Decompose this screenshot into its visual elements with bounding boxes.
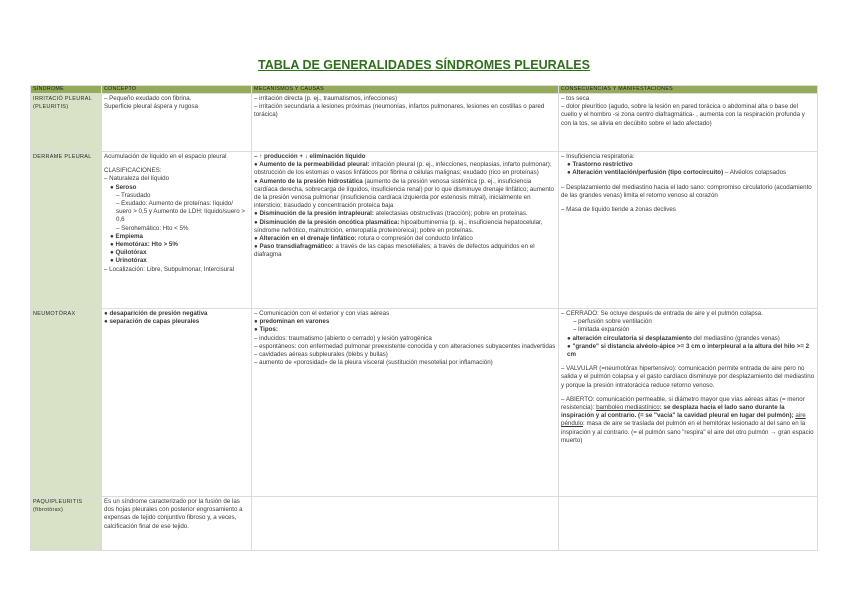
text-line: – Insuficiencia respiratoria: bbox=[561, 153, 635, 160]
text-line: – aumento de «porosidad» de la pleura visceral (sustitución mesotelial por inflamación) bbox=[254, 359, 493, 367]
table-row bbox=[31, 309, 818, 497]
text-line: – inducidos: traumatismo (abierto o cerrado) y lesión yatrogénica bbox=[254, 334, 432, 342]
text-line: – Trasudado bbox=[116, 191, 151, 199]
concepto-cell bbox=[102, 497, 252, 551]
table-row bbox=[31, 152, 818, 309]
syndrome-name: NEUMOTÓRAX bbox=[31, 309, 102, 497]
concepto-cell bbox=[102, 152, 252, 309]
page-title: TABLA DE GENERALIDADES SÍNDROMES PLEURALES bbox=[258, 58, 590, 72]
text-line: ● alteración circulatoria si desplazamiento del mediastino (grandes venas) bbox=[567, 334, 780, 342]
header-sindrome: SÍNDROME bbox=[31, 86, 102, 94]
table-row bbox=[31, 94, 818, 152]
header-concepto: CONCEPTO bbox=[102, 86, 252, 94]
text-line: ● Trastorno restrictivo bbox=[567, 161, 633, 169]
text-line: ● Seroso bbox=[110, 183, 137, 191]
text-line: – Comunicación con el exterior y con vías aéreas bbox=[254, 310, 390, 317]
text-line: – perfusión sobre ventilación bbox=[573, 318, 652, 326]
text-line: – VALVULAR (=neumotórax hipertensivo): comunicación permite entrada de aire pero no salida y el pulmón colapsa y el gasto cardíaco disminuye por desplazamiento del mediastino y porque la presión intratorácica reduce retorno venoso. bbox=[561, 365, 815, 389]
text-line: Superficie pleural áspera y rugosa bbox=[104, 103, 198, 111]
text-line: – irritación secundaria a lesiones próximas (neumonías, infartos pulmonares, lesiones en costillas o pared torácica) bbox=[254, 103, 545, 119]
text-line: – tos seca bbox=[561, 95, 590, 102]
consecuencias-cell bbox=[559, 497, 818, 551]
text-line: ● Alteración ventilación/perfusión (tipo cortocircuito) – Alvéolos colapsados bbox=[567, 169, 787, 177]
mecanismos-cell bbox=[252, 497, 559, 551]
text-line: ● Empiema bbox=[110, 232, 143, 240]
text-line: ● Urinotórax bbox=[110, 257, 147, 265]
text-line: Es un síndrome caracterizado por la fusión de las dos hojas pleurales con posterior engrosamiento a expensas de tejido conjuntivo fibroso y, a veces, calcificación final de ese tejido. bbox=[104, 498, 243, 530]
text-line: ● Alteración en el drenaje linfático: rotura o compresión del conducto linfático bbox=[254, 235, 473, 243]
text-line: – Pequeño exudado con fibrina. bbox=[104, 95, 192, 102]
text-line: – cavidades aéreas subpleurales (blebs y bullas) bbox=[254, 351, 388, 359]
text-line: ● "grande" si distancia alvéolo-ápice >= 3 cm o interpleural a la altura del hilo >= 2 cm bbox=[567, 342, 810, 359]
table-row bbox=[31, 497, 818, 551]
pleural-syndromes-table bbox=[30, 85, 818, 551]
text-line: ● separación de capas pleurales bbox=[104, 318, 200, 326]
syndrome-name: DERRAME PLEURAL bbox=[31, 152, 102, 309]
text-line: ● Aumento de la presión hidrostática (aumento de la presión venosa sistémica (p. ej., insuficiencia cardíaca derecha, sobrecarga de líquidos, insuficiencia renal) por lo que disminuye drenaje linfático; aumento de la presión venosa pulmonar (insuficiencia cardíaca izquierda por estenosis mitral), inicialmente en intersticio; trasudado y concentración proteica baja bbox=[254, 177, 554, 210]
text-line: ● Aumento de la permeabilidad pleural: irritación pleural (p. ej., infecciones, neoplasias, infarto pulmonar); obstrucción de los estomas o vasos linfáticos por fibrina o células malignas; exudado (rico en proteínas) bbox=[254, 161, 552, 177]
concepto-cell bbox=[102, 309, 252, 497]
text-line: CLASIFICACIONES: bbox=[104, 167, 162, 175]
header-consecuencias: CONSECUENCIAS Y MANIFESTACIONES bbox=[559, 86, 818, 94]
text-line: ● Disminución de la presión intrapleural: atelectasias obstructivas (tracción); pobre en proteínas. bbox=[254, 210, 528, 218]
text-line: – Masa de líquido tiende a zonas declives bbox=[561, 206, 676, 214]
text-line: – irritación directa (p. ej., traumatismos, infecciones) bbox=[254, 95, 398, 102]
text-line: ● Hemotórax: Hto > 5% bbox=[110, 241, 178, 249]
consecuencias-cell bbox=[559, 152, 818, 309]
text-line: – espontáneos: con enfermedad pulmonar preexistente conocida y con alteraciones subyacentes inadvertidas bbox=[254, 342, 556, 350]
text-line: – Localización: Libre, Subpulmonar, Intercisural bbox=[104, 265, 235, 273]
text-line: – Naturaleza del líquido bbox=[104, 175, 170, 183]
consecuencias-cell bbox=[559, 94, 818, 152]
consecuencias-cell bbox=[559, 309, 818, 497]
text-line: ● Quilotórax bbox=[110, 249, 147, 257]
mecanismos-cell bbox=[252, 152, 559, 309]
text-line: – limitada expansión bbox=[573, 326, 630, 334]
text-line: Acumulación de líquido en el espacio pleural bbox=[104, 153, 227, 160]
text-line: – Serohemático: Hto < 5% bbox=[116, 224, 189, 232]
header-mecanismos: MECANISMOS Y CAUSAS bbox=[252, 86, 559, 94]
text-line: ● Tipos: bbox=[254, 326, 278, 334]
text-line: ● predominan en varones bbox=[254, 318, 330, 326]
text-line: – ↑ producción + ↓ eliminación líquido bbox=[254, 153, 366, 160]
text-line: – CERRADO: Se ocluye después de entrada de aire y el pulmón colapsa. bbox=[561, 310, 763, 317]
header-row bbox=[31, 86, 818, 94]
mecanismos-cell bbox=[252, 309, 559, 497]
text-line: ● Paso transdiafragmático: a través de las capas mesoteliales; a través de defectos adquiridos en el diafragma bbox=[254, 243, 535, 259]
syndrome-name: IRRITACIÓ PLEURAL (PLEURITIS) bbox=[31, 94, 102, 152]
text-line: – Exudado: Aumento de proteínas: líquido/ suero > 0,5 y Aumento de LDH: líquido/suero > 0,6 bbox=[116, 200, 245, 224]
syndrome-name: PAQUIPLEURITIS (fibrotórax) bbox=[31, 497, 102, 551]
text-line: – Desplazamiento del mediastino hacia el lado sano: compromiso circulatorio (acodamiento de las grandes venas) limita el retorno venoso al corazón bbox=[561, 183, 812, 199]
text-line: ● desaparición de presión negativa bbox=[104, 310, 208, 317]
text-line: ● Disminución de la presión oncótica plasmática: hipoalbuminemia (p. ej., insuficiencia hepatocelular, síndrome nefrótico, malnutrición, enteropatía proteinoreica); pobre en proteínas. bbox=[254, 218, 543, 234]
text-line: – ABIERTO: comunicación permeable, si diámetro mayor que vías aéreas altas (= menor resistencia): bamboleo mediastínico: se desplaza hacia el lado sano durante la inspiración y al contrario. (= se "vacía" la cavidad pleural en lugar del pulmón); aire péndulo: masa de aire se traslada del pulmón en el hemitórax lesionado al del sano en la inspiración y al contrario. (= el pulmón sano "respira" el aire del otro pulmón → gran espacio muerto) bbox=[561, 395, 814, 444]
concepto-cell bbox=[102, 94, 252, 152]
mecanismos-cell bbox=[252, 94, 559, 152]
text-line: – dolor pleurítico (agudo, sobre la lesión en pared torácica o abdominal alta o base del cuello y el hombro -si zona centro diafragmática- , aumenta con la respiración profunda y con la tos, se alivia en decúbito sobre el lado afectado) bbox=[561, 103, 805, 127]
